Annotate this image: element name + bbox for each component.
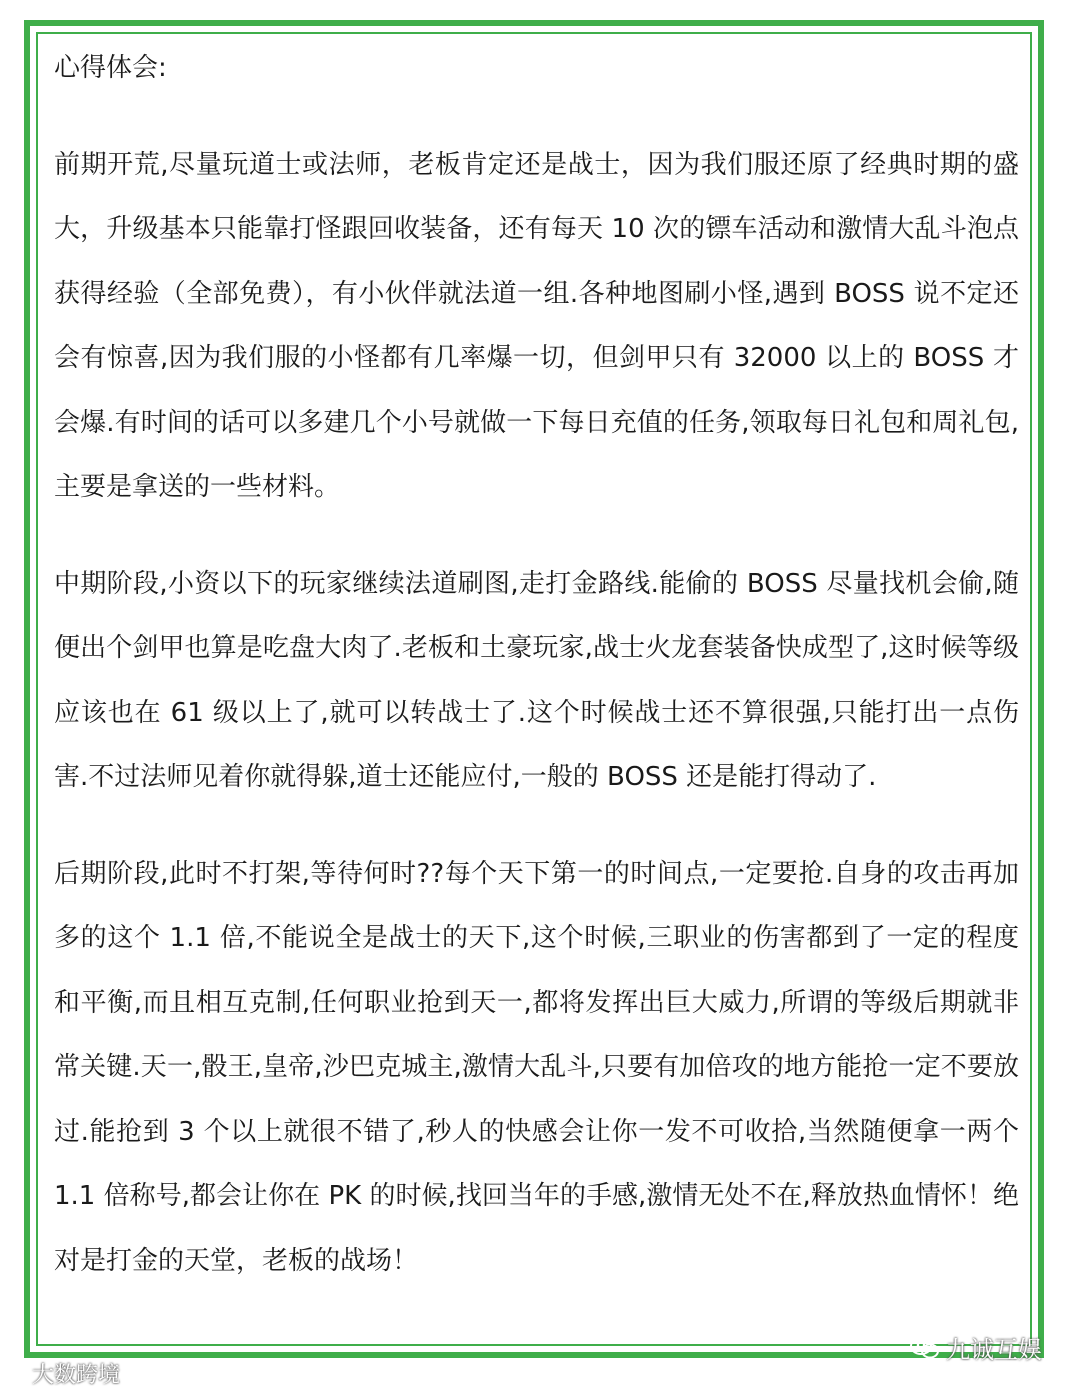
watermark-left-text: 大数跨境 (32, 1363, 121, 1388)
document-content (54, 36, 1019, 1325)
document-heading: 心得体会: (54, 53, 167, 83)
paragraph-mid-stage: 中期阶段,小资以下的玩家继续法道刷图,走打金路线.能偷的 BOSS 尽量找机会偷,随便出个剑甲也算是吃盘大肉了.老板和土豪玩家,战士火龙套装备快成型了,这时候等级应该也在 61 级以上了,就可以转战士了.这个时候战士还不算很强,只能打出一点伤害.不过法师见着你就得躲,道士还能应付,一般的 BOSS 还是能打得动了. (54, 568, 1019, 792)
watermark-right (910, 1330, 1042, 1365)
weibo-icon (6, 1363, 28, 1385)
paragraph-late-stage: 后期阶段,此时不打架,等待何时??每个天下第一的时间点,一定要抢.自身的攻击再加多的这个 1.1 倍,不能说全是战士的天下,这个时候,三职业的伤害都到了一定的程度和平衡,而且相互克制,任何职业抢到天一,都将发挥出巨大威力,所谓的等级后期就非常关键.天一,骰王,皇帝,沙巴克城主,激情大乱斗,只要有加倍攻的地方能抢一定不要放过.能抢到 3 个以上就很不错了,秒人的快感会让你一发不可收拾,当然随便拿一两个 1.1 倍称号,都会让你在 PK 的时候,找回当年的手感,激情无处不在,释放热血情怀！绝对是打金的天堂，老板的战场！ (54, 858, 1019, 1276)
paragraph-early-stage: 前期开荒,尽量玩道士或法师，老板肯定还是战士，因为我们服还原了经典时期的盛大，升级基本只能靠打怪跟回收装备，还有每天 10 次的镖车活动和激情大乱斗泡点获得经验（全部免费），有小伙伴就法道一组.各种地图刷小怪,遇到 BOSS 说不定还会有惊喜,因为我们服的小怪都有几率爆一切，但剑甲只有 32000 以上的 BOSS 才会爆.有时间的话可以多建几个小号就做一下每日充值的任务,领取每日礼包和周礼包,主要是拿送的一些材料。 (54, 149, 1019, 502)
watermark-right-text: 九诚互娱 (946, 1336, 1042, 1364)
watermark-left (6, 1358, 120, 1389)
wechat-icon (910, 1336, 940, 1360)
